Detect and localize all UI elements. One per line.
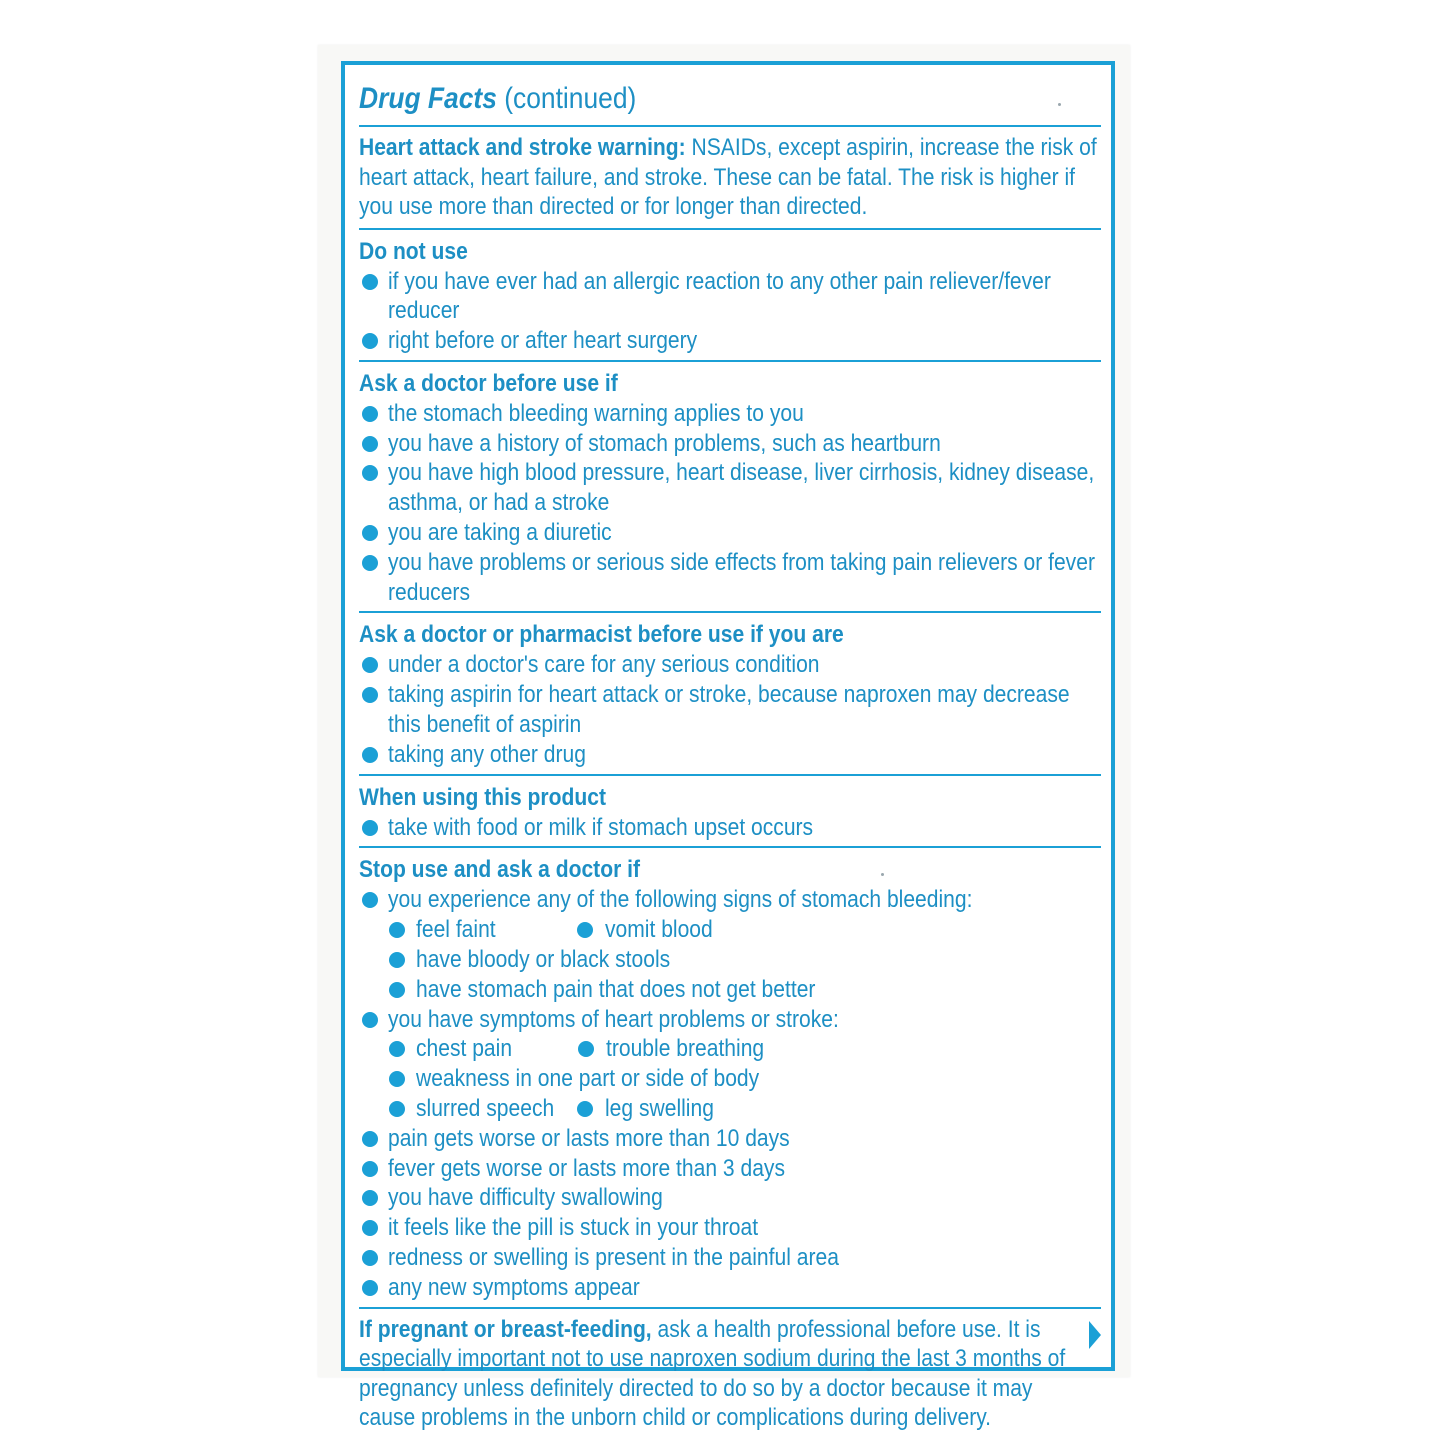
bullet-icon bbox=[362, 1131, 378, 1147]
list-item: fever gets worse or lasts more than 3 days bbox=[359, 1154, 1101, 1184]
sub-list-item: have bloody or black stools bbox=[359, 945, 1101, 975]
bullet-icon bbox=[389, 982, 405, 998]
list-item: the stomach bleeding warning applies to you bbox=[359, 399, 1101, 429]
divider bbox=[359, 125, 1101, 127]
bullet-icon bbox=[362, 555, 378, 571]
list-item: you have high blood pressure, heart disease, liver cirrhosis, kidney disease, asthma, or had a stroke bbox=[359, 458, 1101, 518]
sub-list-item: feel faint vomit blood bbox=[359, 915, 1101, 945]
list-item: redness or swelling is present in the painful area bbox=[359, 1243, 1101, 1273]
list-item: pain gets worse or lasts more than 10 days bbox=[359, 1124, 1101, 1154]
bullet-icon bbox=[389, 1071, 405, 1087]
divider bbox=[359, 846, 1101, 848]
section-heading-ask-pharmacist: Ask a doctor or pharmacist before use if you are bbox=[359, 621, 844, 649]
list-item: you experience any of the following signs of stomach bleeding: bbox=[359, 885, 1101, 915]
bullet-icon bbox=[362, 1280, 378, 1296]
sub-list-item: chest pain trouble breathing bbox=[359, 1034, 1101, 1064]
list-item: you have symptoms of heart problems or stroke: bbox=[359, 1005, 1101, 1035]
divider bbox=[359, 774, 1101, 776]
list-item: you have difficulty swallowing bbox=[359, 1183, 1101, 1213]
section-heading-stop-use: Stop use and ask a doctor if bbox=[359, 856, 640, 884]
bullet-icon bbox=[362, 436, 378, 452]
bullet-icon bbox=[362, 747, 378, 763]
section-heading-do-not-use: Do not use bbox=[359, 237, 468, 265]
heart-warning: Heart attack and stroke warning: NSAIDs, except aspirin, increase the risk of heart attack, heart failure, and stroke. These can be fatal. The risk is higher if you use more than directed or for longer than directed. bbox=[359, 134, 1097, 220]
list-item: if you have ever had an allergic reaction to any other pain reliever/fever reducer bbox=[359, 267, 1101, 327]
list-item: take with food or milk if stomach upset occurs bbox=[359, 813, 1101, 843]
bullet-icon bbox=[578, 1041, 594, 1057]
list-item: under a doctor's care for any serious condition bbox=[359, 650, 1101, 680]
bullet-icon bbox=[362, 687, 378, 703]
list-item: you have a history of stomach problems, such as heartburn bbox=[359, 429, 1101, 459]
list-item: taking any other drug bbox=[359, 740, 1101, 770]
sub-list-item: have stomach pain that does not get better bbox=[359, 975, 1101, 1005]
bullet-icon bbox=[362, 1190, 378, 1206]
drug-facts-panel bbox=[341, 61, 1115, 1432]
bullet-icon bbox=[362, 657, 378, 673]
bullet-icon bbox=[362, 1161, 378, 1177]
list-item: right before or after heart surgery bbox=[359, 326, 1101, 356]
print-speck bbox=[881, 873, 884, 876]
bullet-icon bbox=[362, 892, 378, 908]
list-item: you have problems or serious side effects from taking pain relievers or fever reducers bbox=[359, 548, 1101, 608]
bullet-icon bbox=[362, 525, 378, 541]
bullet-icon bbox=[362, 1012, 378, 1028]
sub-list-item: slurred speech leg swelling bbox=[359, 1094, 1101, 1124]
pregnancy-warning: If pregnant or breast-feeding, ask a health professional before use. It is especially important not to use naproxen sodium during the last 3 months of pregnancy unless definitely directed to do so by a doctor because it may cause problems in the unborn child or complications during delivery. bbox=[359, 1315, 1066, 1432]
divider bbox=[359, 360, 1101, 362]
list-item: it feels like the pill is stuck in your throat bbox=[359, 1213, 1101, 1243]
list-item: you are taking a diuretic bbox=[359, 518, 1101, 548]
divider bbox=[359, 611, 1101, 613]
bullet-icon bbox=[389, 1101, 405, 1117]
bullet-icon bbox=[362, 465, 378, 481]
divider bbox=[359, 228, 1101, 230]
section-heading-when-using: When using this product bbox=[359, 783, 606, 811]
bullet-icon bbox=[577, 922, 593, 938]
print-speck bbox=[1058, 103, 1061, 106]
bullet-icon bbox=[362, 333, 378, 349]
list-item: any new symptoms appear bbox=[359, 1273, 1101, 1303]
bullet-icon bbox=[389, 952, 405, 968]
sub-list-item: weakness in one part or side of body bbox=[359, 1064, 1101, 1094]
bullet-icon bbox=[389, 1041, 405, 1057]
list-item: taking aspirin for heart attack or stroke, because naproxen may decrease this benefit of aspirin bbox=[359, 680, 1101, 740]
bullet-icon bbox=[389, 922, 405, 938]
section-heading-ask-doctor: Ask a doctor before use if bbox=[359, 369, 618, 397]
bullet-icon bbox=[362, 1220, 378, 1236]
page-title: Drug Facts (continued) bbox=[359, 82, 637, 115]
bullet-icon bbox=[362, 820, 378, 836]
divider bbox=[359, 1307, 1101, 1309]
bullet-icon bbox=[362, 274, 378, 290]
continue-arrow-icon bbox=[1089, 1321, 1101, 1349]
bullet-icon bbox=[577, 1101, 593, 1117]
bullet-icon bbox=[362, 1250, 378, 1266]
bullet-icon bbox=[362, 406, 378, 422]
